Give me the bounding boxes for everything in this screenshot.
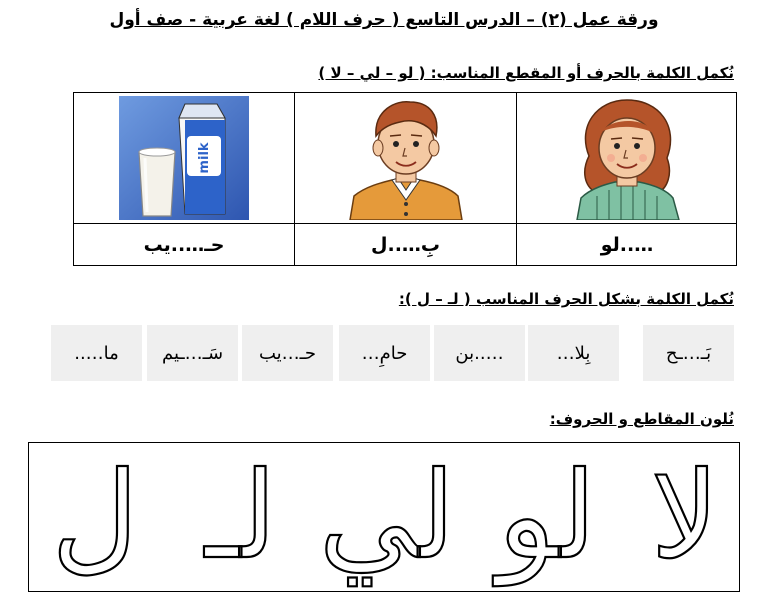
word-box: …..بن xyxy=(434,325,525,381)
boy-picture xyxy=(295,93,516,223)
milk-carton-label: milk xyxy=(197,142,212,174)
word-blank-3: حـ…..يب xyxy=(143,234,225,256)
page-title: ورقة عمل (٢) – الدرس التاسع ( حرف اللام ) لغة عربية - صف أول xyxy=(109,10,659,30)
word-blank-2: بِ…..ل xyxy=(371,234,441,256)
section-2-heading: نُكمل الكلمة بشكل الحرف المناسب ( لـ – ل ): xyxy=(398,290,734,308)
section-1-heading: نُكمل الكلمة بالحرف أو المقطع المناسب: ( لو – لي – لا ) xyxy=(318,64,734,82)
word-box: حامِ… xyxy=(339,325,430,381)
outline-letter: لي xyxy=(318,447,456,586)
outline-letter: لـ xyxy=(205,447,277,586)
girl-picture xyxy=(517,93,737,223)
word-box: ما….. xyxy=(51,325,142,381)
outline-letter: لو xyxy=(497,447,597,586)
section-3-heading: نُلون المقاطع و الحروف: xyxy=(549,410,734,428)
outline-letter: ل xyxy=(51,447,139,586)
word-box: سَـ…ـيم xyxy=(147,325,238,381)
milk-picture xyxy=(74,93,294,223)
word-box: بَـ…ـح xyxy=(643,325,734,381)
word-box: حـ…يب xyxy=(242,325,333,381)
outline-letter: لا xyxy=(650,447,720,586)
coloring-letters-frame xyxy=(28,442,740,592)
word-blank-1: …..لو xyxy=(600,234,654,256)
word-box-row xyxy=(50,325,734,381)
word-box: بِلا… xyxy=(528,325,619,381)
picture-table xyxy=(73,92,737,266)
